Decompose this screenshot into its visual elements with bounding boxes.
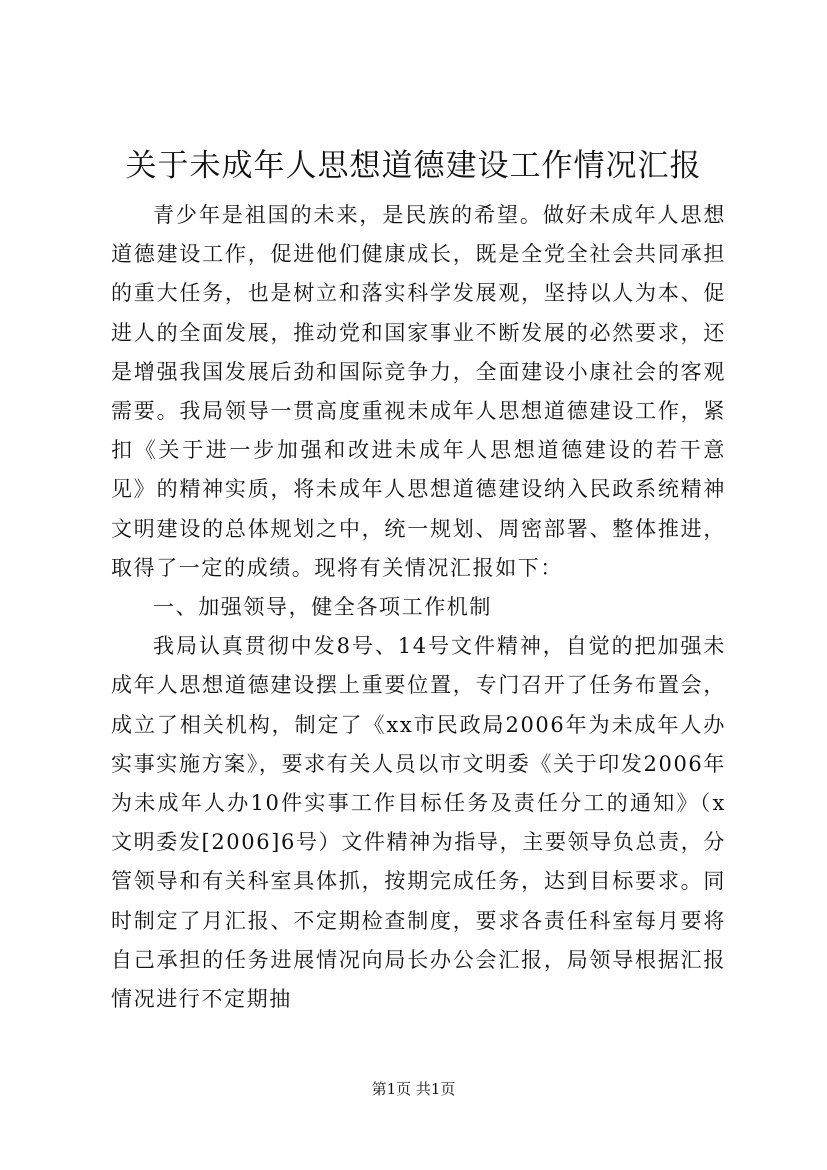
document-body (111, 196, 726, 1019)
document-title: 关于未成年人思想道德建设工作情况汇报 (125, 148, 702, 184)
section-paragraph: 我局认真贯彻中发8号、14号文件精神，自觉的把加强未成年人思想道德建设摆上重要位置，专门召开了任务布置会，成立了相关机构，制定了《xx市民政局2006年为未成年人办实事实施方案》，要求有关人员以市文明委《关于印发2006年为未成年人办10件实事工作目标任务及责任分工的通知》（x文明委发[2006]6号）文件精神为指导，主要领导负总责，分管领导和有关科室具体抓，按期完成任务，达到目标要求。同时制定了月汇报、不定期检查制度，要求各责任科室每月要将自己承担的任务进展情况向局长办公会汇报，局领导根据汇报情况进行不定期抽 (111, 634, 726, 1012)
page-footer: 第1页 共1页 (371, 1080, 456, 1098)
intro-paragraph: 青少年是祖国的未来，是民族的希望。做好未成年人思想道德建设工作，促进他们健康成长，既是全党全社会共同承担的重大任务，也是树立和落实科学发展观，坚持以人为本、促进人的全面发展，推动党和国家事业不断发展的必然要求，还是增强我国发展后劲和国际竞争力，全面建设小康社会的客观需要。我局领导一贯高度重视未成年人思想道德建设工作，紧扣《关于进一步加强和改进未成年人思想道德建设的若干意见》的精神实质，将未成年人思想道德建设纳入民政系统精神文明建设的总体规划之中，统一规划、周密部署、整体推进，取得了一定的成绩。现将有关情况汇报如下： (111, 203, 726, 580)
section-heading: 一、加强领导，健全各项工作机制 (153, 595, 492, 620)
